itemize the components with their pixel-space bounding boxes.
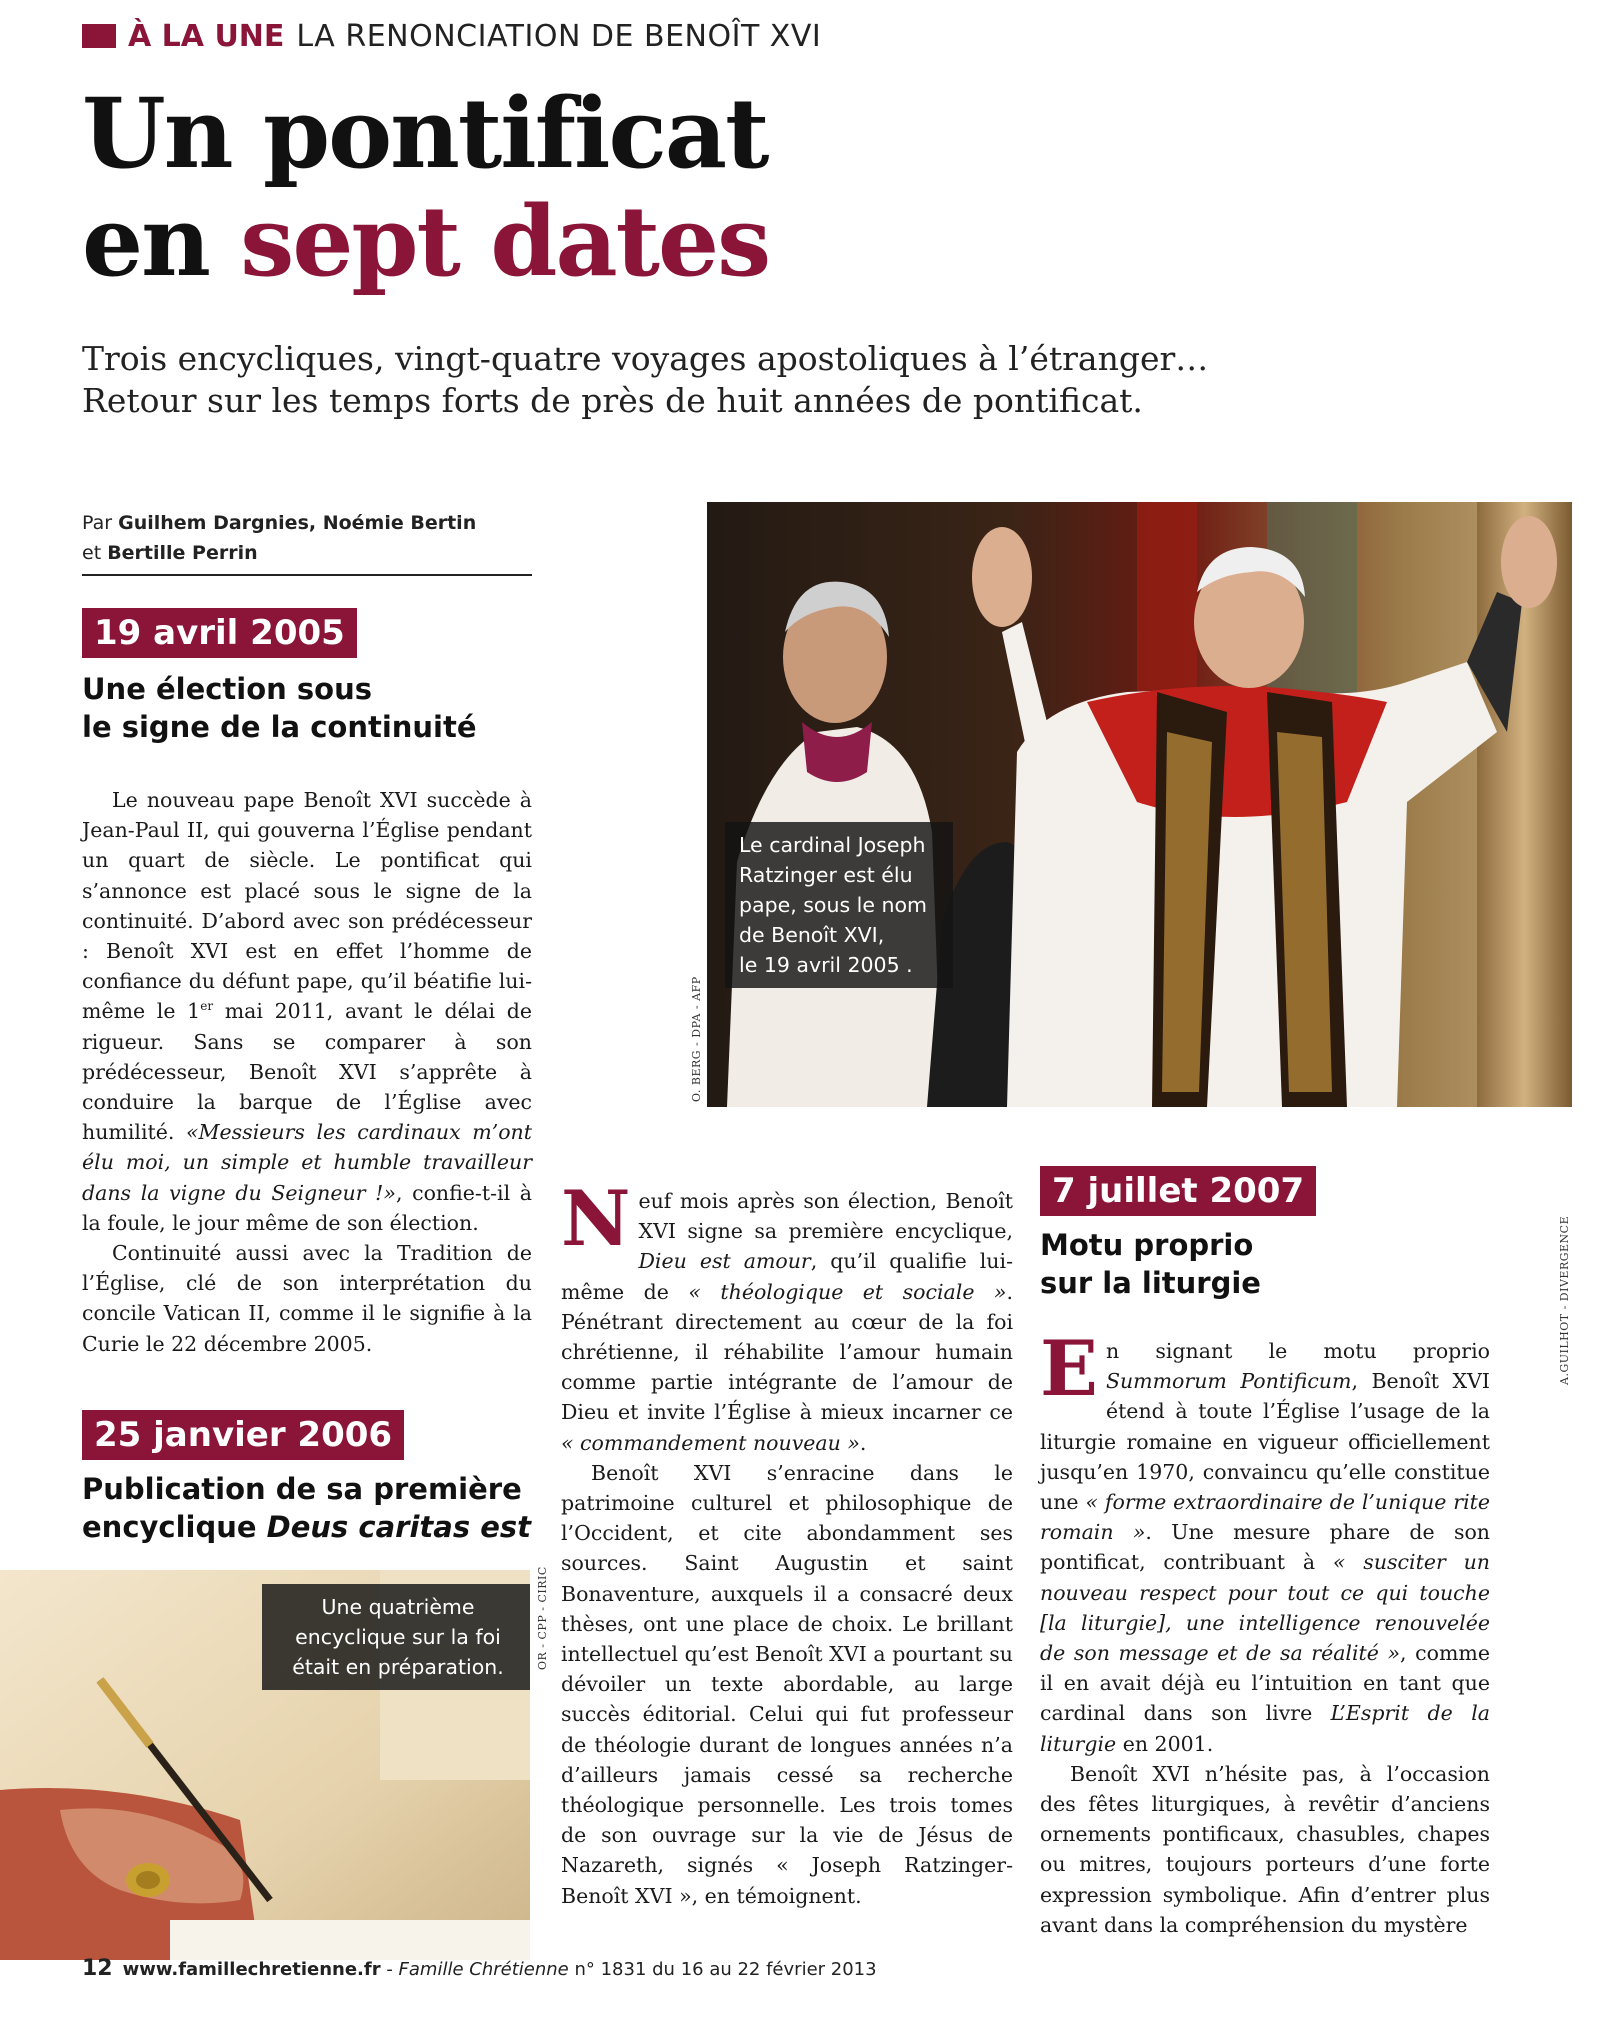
italic-run: Summorum Pontificum [1105, 1369, 1352, 1394]
text-run: Le nouveau pape Benoît XVI succède à Jean-Paul II, qui gouverna l’Église pendant un quart de siècle. Le pontificat qui s’annonce est placé sous le signe de la continuité. D’abord avec son prédécesseur : Benoît XVI est en effet l’homme de confiance du défunt pape, qu’il béatifie lui-même le 1 [82, 788, 532, 1024]
headline-line2-plain: en [82, 185, 209, 298]
footer-sep: - [380, 1959, 399, 1980]
byline-authors1: Guilhem Dargnies, Noémie Bertin [118, 512, 477, 534]
page-number: 12 [82, 1956, 113, 1981]
paragraph: Benoît XVI s’enracine dans le patrimoine culturel et philosophique de l’Occident, et cite abondamment ses sources. Saint Augustin et saint Bonaventure, auxquels il a consacré deux thèses, ont une place de choix. Le brillant intellectuel qu’est Benoît XVI a pourtant su dévoiler un texte abordable, au large succès éditorial. Celui qui fut professeur de théologie durant de longues années n’a d’ailleurs jamais cessé sa recherche théologique personnelle. Les trois tomes de son ouvrage sur la vie de Jésus de Nazareth, signés « Joseph Ratzinger-Benoît XVI », en témoignent. [561, 1460, 1013, 1908]
title-line: le signe de la continuité [82, 710, 477, 744]
caption-line: était en préparation. [292, 1655, 504, 1679]
title-line: Une élection sous [82, 672, 372, 706]
text-run: , confie-t-il à la foule, le jour même de son élection. [82, 1180, 532, 1235]
section-title-encyclique [82, 1470, 552, 1546]
standfirst-line1: Trois encycliques, vingt-quatre voyages apostoliques à l’étranger… [82, 339, 1209, 378]
paragraph [1040, 1324, 1491, 1759]
caption-line: pape, sous le nom [739, 893, 927, 917]
title-line [82, 1508, 552, 1546]
italic-run: Dieu est amour [638, 1249, 811, 1274]
caption-line: Une quatrième [321, 1595, 475, 1619]
paragraph [561, 1174, 1014, 1458]
photo-credit-2: OR - CPP - CIRIC [536, 1566, 549, 1670]
signing-photo-caption [262, 1584, 530, 1690]
footer-issue: n° 1831 du 16 au 22 février 2013 [568, 1959, 877, 1980]
pope-photo-caption [725, 822, 953, 988]
date-box-2006: 25 janvier 2006 [82, 1410, 404, 1460]
article-col-1 [82, 785, 532, 1359]
text-run: , Benoît XVI étend à toute l’Église l’usage de la liturgie romaine en vigueur officiellement jusqu’en 1970, convaincu qu’elle constitue une [1040, 1369, 1490, 1515]
text-run: , qu’il qualifie lui-même de [561, 1249, 1013, 1304]
pope-balcony-photo [707, 502, 1572, 1107]
date-box-2005: 19 avril 2005 [82, 608, 357, 658]
headline-line2 [82, 185, 770, 298]
byline [82, 508, 532, 576]
title-italic: Deus caritas est [266, 1510, 531, 1544]
superscript: er [200, 999, 214, 1014]
italic-run: « forme extraordinaire de l’unique rite romain » [1040, 1490, 1490, 1545]
section-title-motu-proprio [1040, 1226, 1460, 1302]
text-run: , comme il en avait déjà eu l’intuition en tant que cardinal dans son livre [1040, 1641, 1490, 1726]
section-label: À LA UNE [128, 18, 285, 54]
caption-line: Le cardinal Joseph [739, 833, 926, 857]
section-square [82, 24, 116, 48]
dropcap: E [1040, 1324, 1098, 1413]
caption-line: Ratzinger est élu [739, 863, 913, 887]
headline [82, 77, 770, 298]
paragraph [82, 785, 532, 1238]
date-box-2007: 7 juillet 2007 [1040, 1166, 1316, 1216]
article-col-3 [1040, 1324, 1491, 1940]
text-run: mai 2011, avant le délai de rigueur. Sans se comparer à son prédécesseur, Benoît XVI s’apprête à conduire la barque de l’Église avec humilité. [82, 999, 532, 1145]
caption-line: le 19 avril 2005 . [739, 953, 913, 977]
standfirst-line2: Retour sur les temps forts de près de huit années de pontificat. [82, 381, 1143, 420]
italic-run: « susciter un nouveau respect pour tout ce qui touche [la liturgie], une intelligence renouvelée de son message et de sa réalité » [1040, 1550, 1490, 1666]
text-run: . [859, 1430, 867, 1455]
title-line: sur la liturgie [1040, 1266, 1261, 1300]
section-tag [82, 14, 821, 58]
photo-credit-3: A.GUILHOT - DIVERGENCE [1558, 1215, 1571, 1385]
standfirst [82, 338, 1282, 422]
italic-run: « théologique et sociale » [688, 1279, 1007, 1304]
title-text: encyclique [82, 1510, 257, 1544]
page-footer [82, 1956, 877, 1981]
title-line: Motu proprio [1040, 1228, 1254, 1262]
caption-line: de Benoît XVI, [739, 923, 885, 947]
italic-run: L’Esprit de la liturgie [1040, 1701, 1490, 1756]
paragraph: Continuité aussi avec la Tradition de l’Église, clé de son interprétation du concile Vatican II, comme il le signifie à la Curie le 22 décembre 2005. [82, 1241, 532, 1356]
title-line: Publication de sa première [82, 1472, 522, 1506]
text-run: en 2001. [1116, 1731, 1214, 1756]
paragraph: Benoît XVI n’hésite pas, à l’occasion des fêtes liturgiques, à revêtir d’anciens ornements pontificaux, chasubles, chapes ou mitres, toujours porteurs d’une forte expression symbolique. Afin d’entrer plus avant dans la compréhension du mystère [1040, 1761, 1490, 1937]
photo-credit-1: O. BERG - DPA - AFP [690, 976, 703, 1102]
footer-site-link[interactable]: www.famillechretienne.fr [122, 1959, 381, 1980]
footer-magazine: Famille Chrétienne [398, 1959, 569, 1980]
text-run: n signant le motu proprio [1105, 1339, 1490, 1363]
byline-prefix: Par [82, 512, 113, 534]
dropcap: N [561, 1174, 631, 1263]
signing-photo [0, 1570, 530, 1960]
byline-conj: et [82, 542, 102, 564]
italic-run: « commandement nouveau » [561, 1430, 860, 1455]
text-run: . Une mesure phare de son pontificat, contribuant à [1040, 1520, 1491, 1575]
quote: «Messieurs les cardinaux m’ont élu moi, un simple et humble travailleur dans la vigne du Seigneur !» [82, 1120, 532, 1205]
caption-line: encyclique sur la foi [295, 1625, 501, 1649]
article-col-2 [561, 1174, 1014, 1911]
headline-line2-accent: sept dates [240, 185, 770, 298]
headline-line1: Un pontificat [82, 77, 768, 190]
pope-photo-illustration [707, 502, 1572, 1107]
text-run: . Pénétrant directement au cœur de la foi chrétienne, il réhabilite l’amour humain comme partie intégrante de l’amour de Dieu et invite l’Église à mieux incarner ce [561, 1279, 1014, 1425]
section-topic: LA RENONCIATION DE BENOÎT XVI [296, 18, 822, 54]
byline-authors2: Bertille Perrin [107, 542, 258, 564]
section-title-election [82, 670, 542, 746]
text-run: euf mois après son élection, Benoît XVI signe sa première encyclique, [638, 1189, 1013, 1244]
